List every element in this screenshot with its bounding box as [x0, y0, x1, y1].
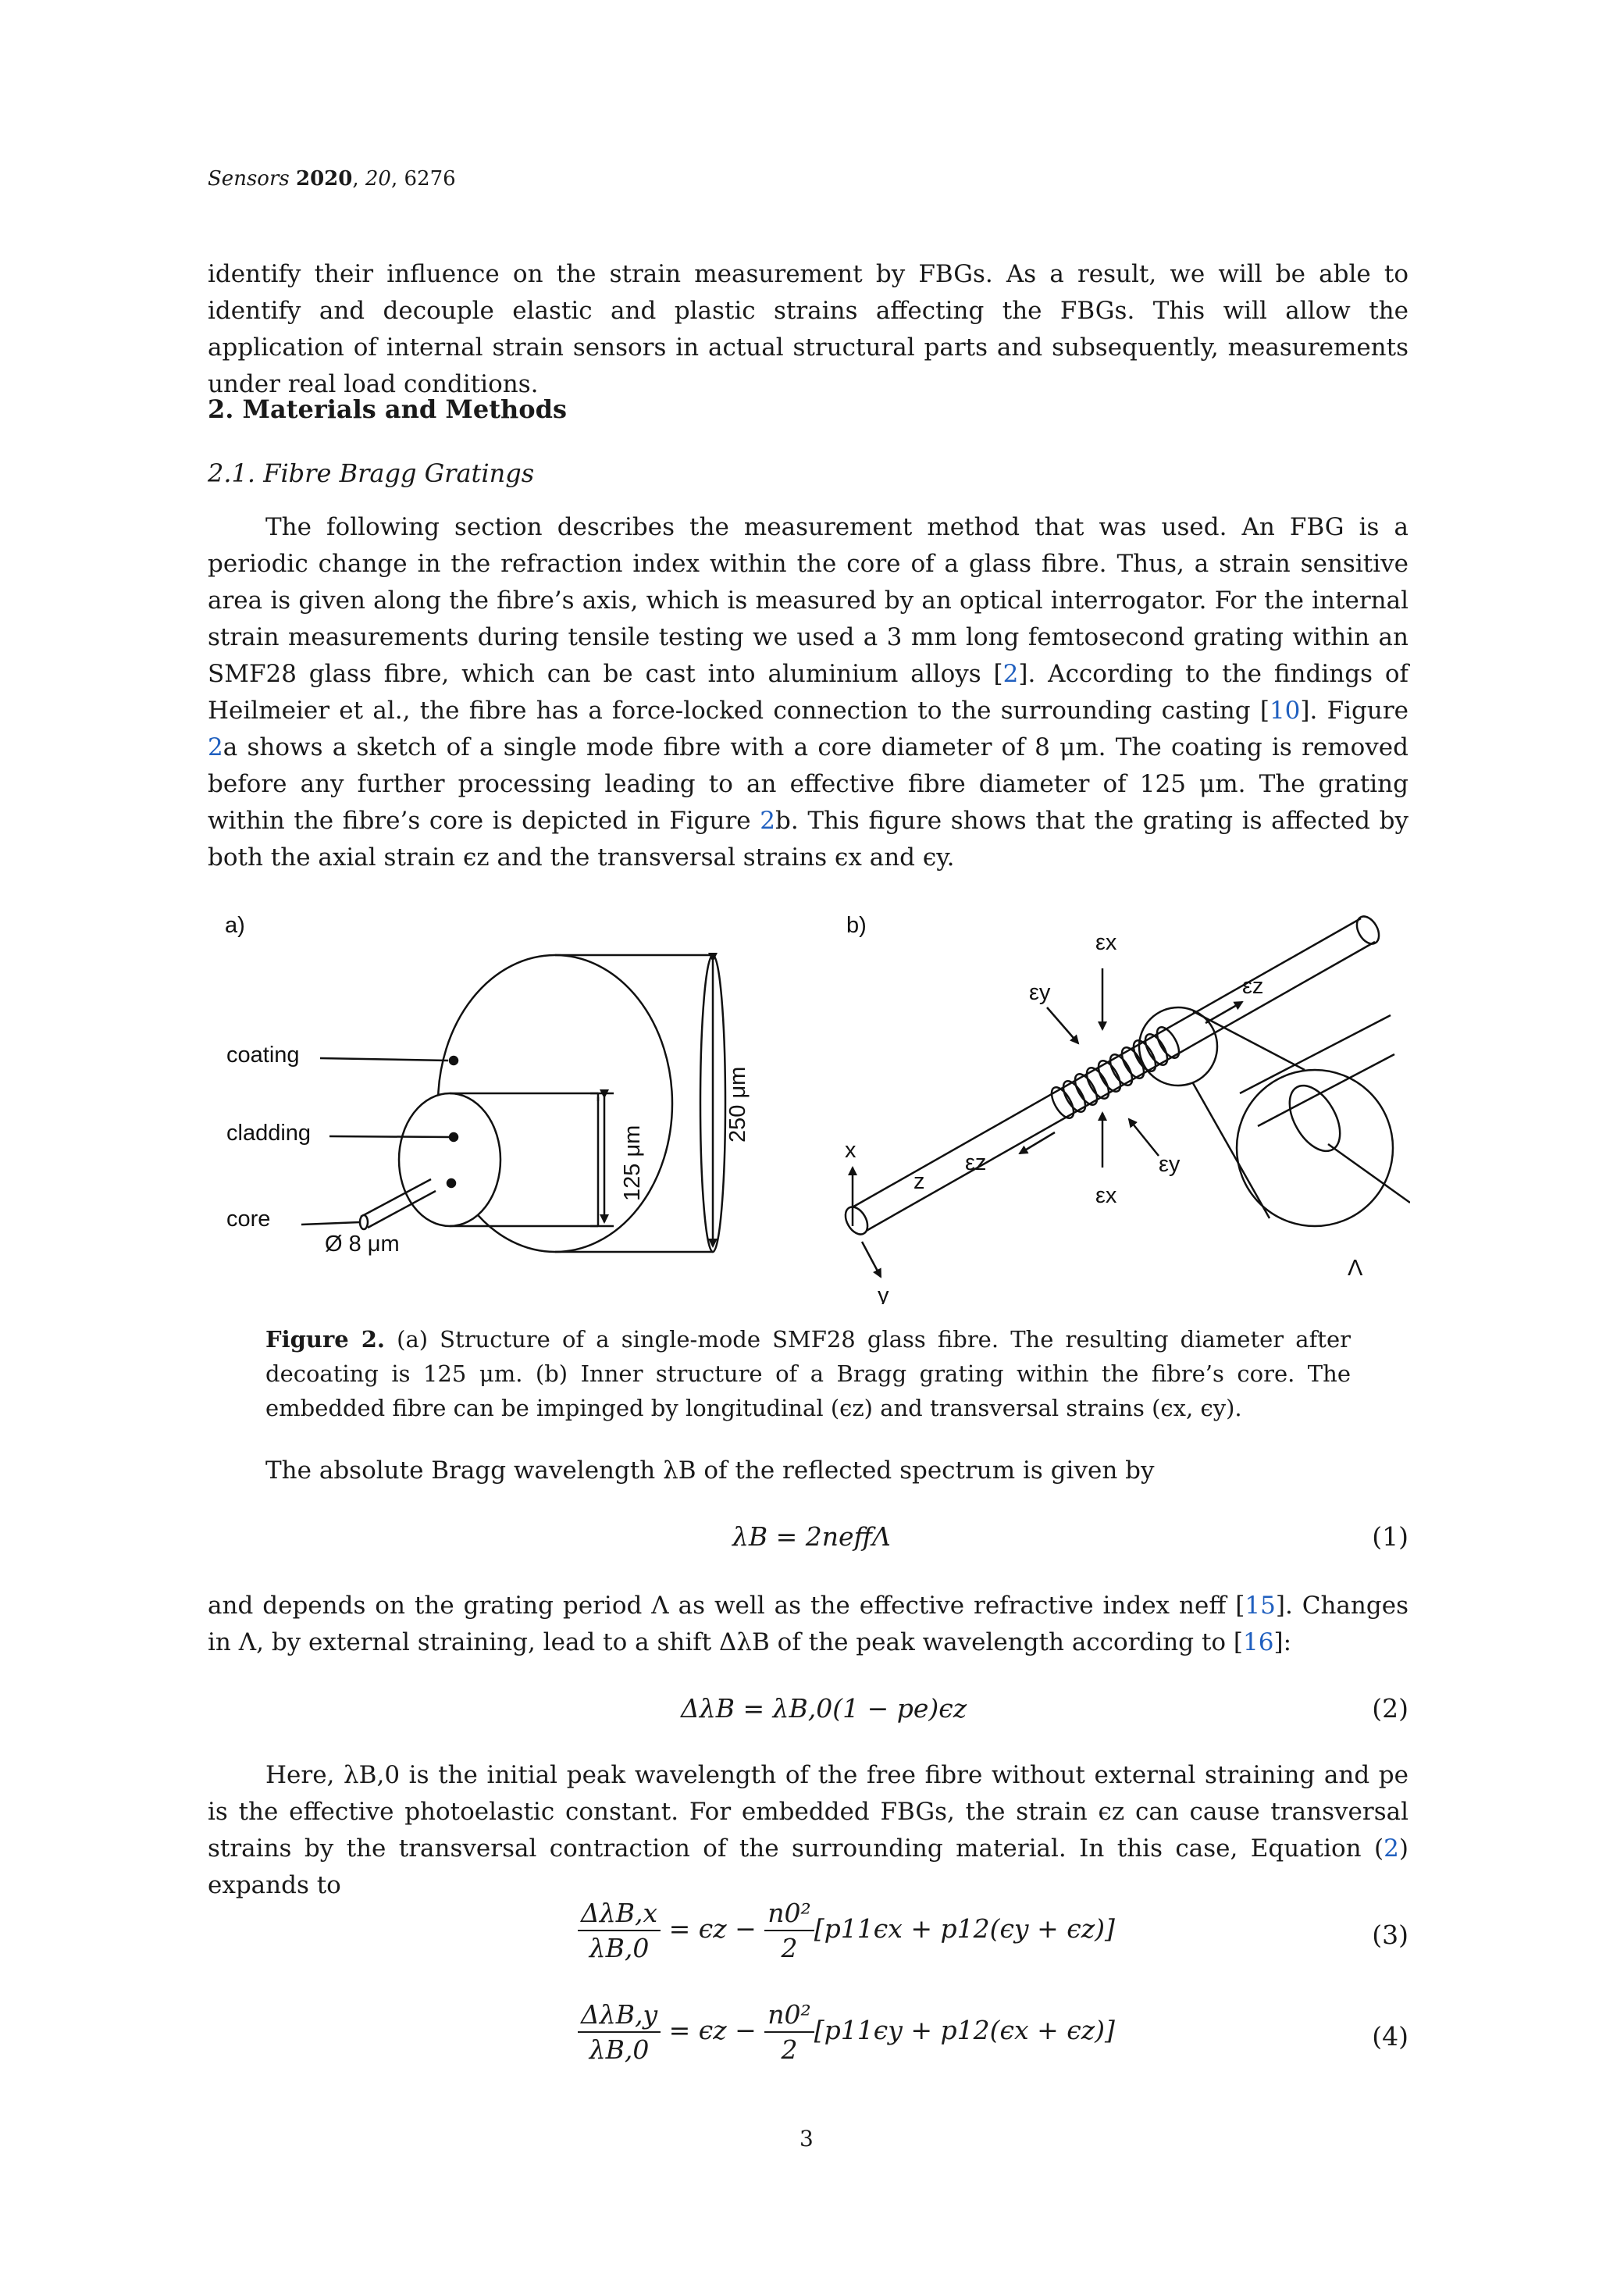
fbg-paragraph: The following section describes the measurement method that was used. An FBG is a periodic change in the refraction index within the core of a glass fibre. Thus, a strain sensitive area is given along the fibre’s axis, which is measured by an optical interrogator. For the internal strain measurements during tensile testing we used a 3 mm long femtosecond grating within an SMF28 glass fibre, which can be cast into aluminium alloys [2]. According to the findings of Heilmeier et al., the fibre has a force-locked connection to the surrounding casting [10]. Figure 2a shows a sketch of a single mode fibre with a core diameter of 8 μm. The coating is removed before any further processing leading to an effective fibre diameter of 125 μm. The grating within the fibre’s core is depicted in Figure 2b. This figure shows that the grating is affected by both the axial strain ϵz and the transversal strains ϵx and ϵy.	[208, 513, 1408, 872]
label-core-diameter: Ø 8 μm	[325, 1232, 400, 1257]
figure-2	[208, 898, 1410, 1304]
panel-b-diagram	[841, 913, 1410, 1277]
equation-number: (3)	[1372, 1920, 1408, 1950]
citation-link[interactable]: 15	[1245, 1592, 1276, 1620]
section-title: 2. Materials and Methods	[208, 394, 567, 424]
running-header: Sensors 2020, 20, 6276	[208, 167, 456, 191]
depends-paragraph: and depends on the grating period Λ as well as the effective refractive index neff [15]. Changes in Λ, by external straining, lead to a shift ΔλB of the peak wavelength according to [16]:	[208, 1592, 1408, 1656]
equation-link[interactable]: 2	[1384, 1834, 1399, 1863]
citation-link[interactable]: 16	[1243, 1628, 1274, 1656]
label-cladding: cladding	[226, 1121, 312, 1146]
journal-volume: 20	[365, 167, 391, 191]
label-ey-bottom: εy	[1159, 1152, 1181, 1177]
journal-name: Sensors	[208, 167, 290, 191]
citation-link[interactable]: 10	[1269, 697, 1301, 725]
equation-number: (2)	[1372, 1693, 1408, 1724]
citation-link[interactable]: 2	[1002, 660, 1019, 688]
equation-3: $\frac{\text{ΔλB,x}}{\lambda B,0}$ = ϵz − $\frac{\text{n0²}}{2}$ [p11ϵx + p12(ϵy + ϵz)] (3)	[0, 1898, 1599, 1976]
label-ex-top: εx	[1095, 930, 1117, 955]
bragg-paragraph: The absolute Bragg wavelength λB of the reflected spectrum is given by	[265, 1456, 1155, 1485]
label-ez-bottom: εz	[965, 1150, 987, 1175]
page-number: 3	[800, 2126, 814, 2152]
label-axis-z: z	[913, 1169, 925, 1194]
label-axis-y: y	[878, 1283, 889, 1304]
label-coating: coating	[226, 1043, 300, 1068]
intro-paragraph: identify their influence on the strain measurement by FBGs. As a result, we will be able to identify and decouple elastic and plastic strains affecting the FBGs. This will allow the application of internal strain sensors in actual structural parts and subsequently, measurements under real load conditions.	[208, 260, 1408, 398]
figure-link[interactable]: 2	[208, 733, 223, 761]
equation-number: (1)	[1372, 1521, 1408, 1552]
panel-a-diagram	[225, 913, 725, 1252]
label-ex-bottom: εx	[1095, 1183, 1117, 1208]
figure-link[interactable]: 2	[760, 807, 776, 835]
label-ey-top: εy	[1029, 980, 1051, 1005]
label-lambda: Λ	[1348, 1256, 1363, 1281]
subsection-title: 2.1. Fibre Bragg Gratings	[208, 458, 535, 488]
dimension-250um: 250 μm	[725, 1066, 750, 1143]
dimension-125um: 125 μm	[620, 1125, 645, 1201]
equation-4: $\frac{\text{ΔλB,y}}{\lambda B,0}$ = ϵz − $\frac{\text{n0²}}{2}$ [p11ϵy + p12(ϵx + ϵz)] (4)	[0, 1999, 1599, 2077]
journal-year: 2020	[295, 167, 353, 191]
panel-b-tag: b)	[846, 913, 867, 938]
here-paragraph: Here, λB,0 is the initial peak wavelength of the free fibre without external straining and pe is the effective photoelastic constant. For embedded FBGs, the strain ϵz can cause transversal strains by the transversal contraction of the surrounding material. In this case, Equation (2) expands to	[208, 1761, 1408, 1899]
article-number: 6276	[404, 167, 456, 191]
panel-a-tag: a)	[225, 913, 245, 938]
grating-coils	[1047, 1024, 1183, 1121]
equation-number: (4)	[1372, 2021, 1408, 2052]
label-ez-top: εz	[1242, 974, 1264, 999]
label-core: core	[226, 1207, 271, 1232]
figure-caption: Figure 2. (a) Structure of a single-mode SMF28 glass fibre. The resulting diameter after decoating is 125 μm. (b) Inner structure of a Bragg grating within the fibre’s core. The embedded fibre can be impinged by longitudinal (ϵz) and transversal strains (ϵx, ϵy).	[265, 1326, 1351, 1421]
label-axis-x: x	[845, 1138, 856, 1163]
